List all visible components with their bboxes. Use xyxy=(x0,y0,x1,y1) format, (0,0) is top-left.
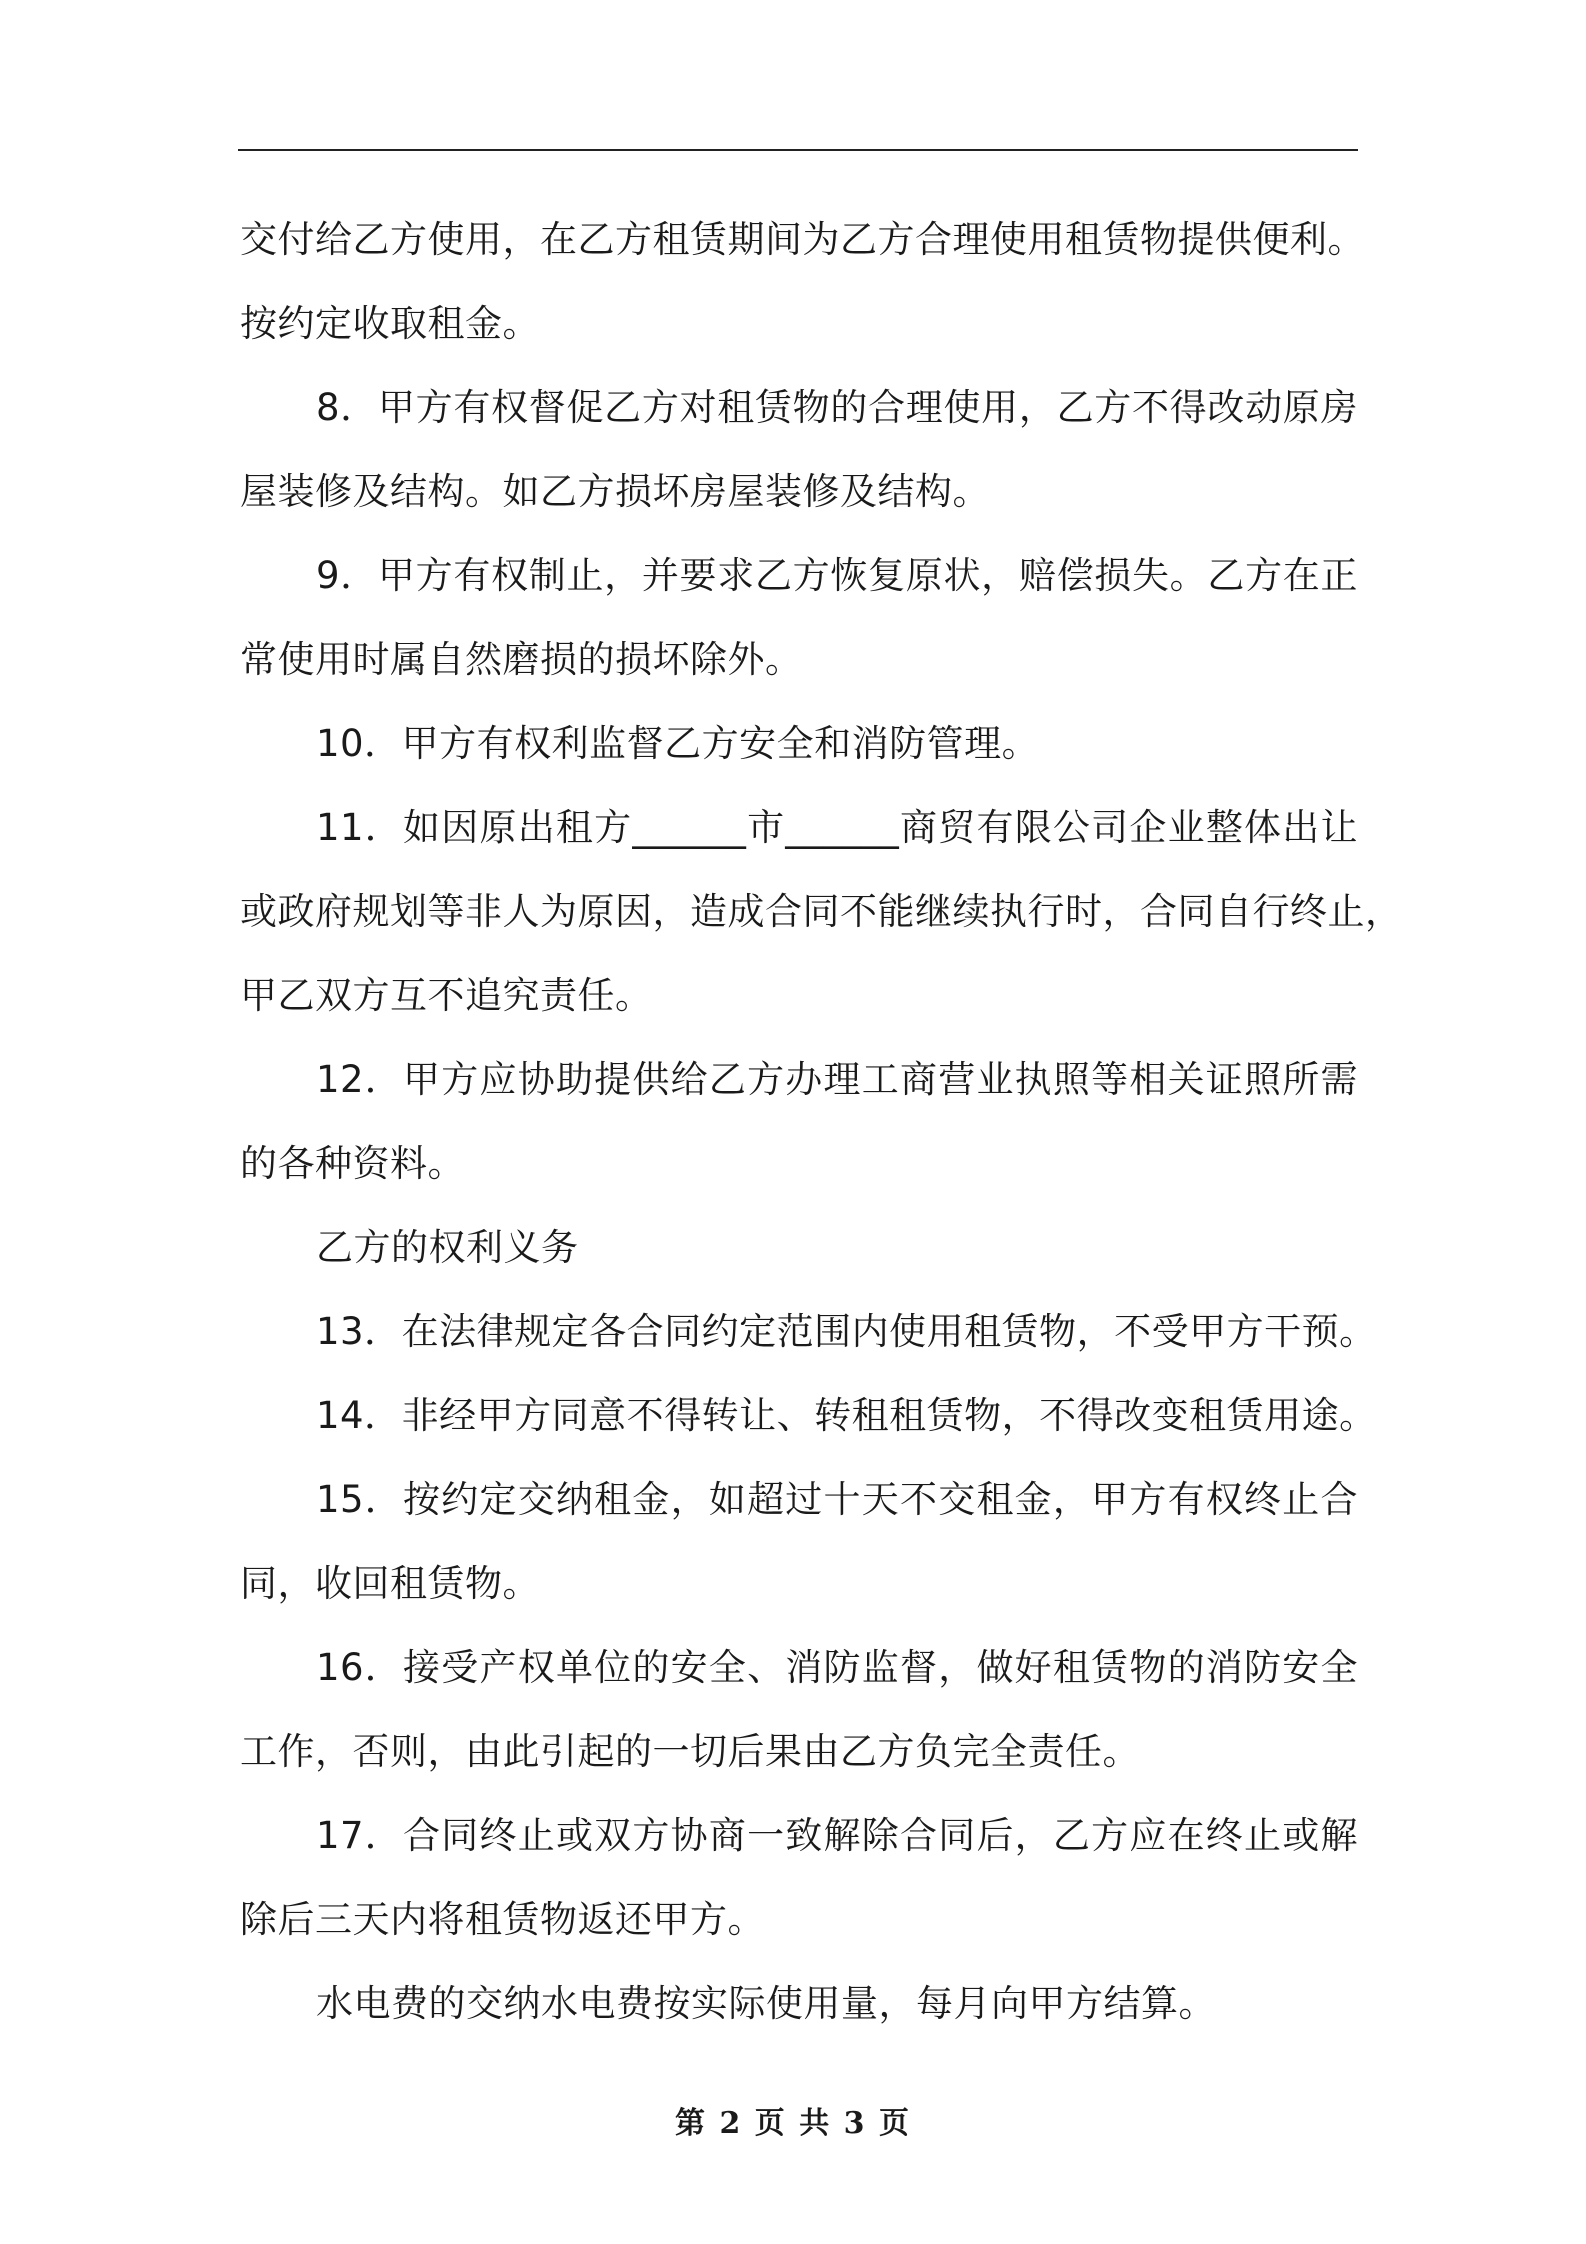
paragraph-line: 同，收回租赁物。 xyxy=(240,1562,540,1605)
document-body xyxy=(240,198,1403,2046)
clause-15-line: 15．按约定交纳租金，如超过十天不交租金，甲方有权终止合 xyxy=(316,1478,1358,1521)
section-heading: 乙方的权利义务 xyxy=(316,1226,579,1269)
header-rule xyxy=(238,149,1358,151)
paragraph-line: 工作，否则，由此引起的一切后果由乙方负完全责任。 xyxy=(240,1730,1140,1773)
paragraph-line: 常使用时属自然磨损的损坏除外。 xyxy=(240,638,803,681)
paragraph-line: 除后三天内将租赁物返还甲方。 xyxy=(240,1898,765,1941)
paragraph-line: 屋装修及结构。如乙方损坏房屋装修及结构。 xyxy=(240,470,990,513)
paragraph-line: 按约定收取租金。 xyxy=(240,302,540,345)
paragraph-line: 的各种资料。 xyxy=(240,1142,465,1185)
clause-11-line: 11．如因原出租方______市______商贸有限公司企业整体出让 xyxy=(316,806,1358,849)
paragraph-line: 交付给乙方使用，在乙方租赁期间为乙方合理使用租赁物提供便利。 xyxy=(240,218,1365,261)
clause-8-line: 8．甲方有权督促乙方对租赁物的合理使用，乙方不得改动原房 xyxy=(316,386,1358,429)
clause-17-line: 17．合同终止或双方协商一致解除合同后，乙方应在终止或解 xyxy=(316,1814,1358,1857)
clause-9-line: 9．甲方有权制止，并要求乙方恢复原状，赔偿损失。乙方在正 xyxy=(316,554,1358,597)
paragraph-line: 或政府规划等非人为原因，造成合同不能继续执行时，合同自行终止， xyxy=(240,890,1403,933)
page-number: 第 2 页 共 3 页 xyxy=(675,2106,911,2141)
clause-10-line: 10．甲方有权利监督乙方安全和消防管理。 xyxy=(316,722,1040,765)
clause-14-line: 14．非经甲方同意不得转让、转租租赁物，不得改变租赁用途。 xyxy=(316,1394,1377,1437)
utilities-line: 水电费的交纳水电费按实际使用量，每月向甲方结算。 xyxy=(316,1982,1216,2025)
clause-16-line: 16．接受产权单位的安全、消防监督，做好租赁物的消防安全 xyxy=(316,1646,1358,1689)
clause-13-line: 13．在法律规定各合同约定范围内使用租赁物，不受甲方干预。 xyxy=(316,1310,1377,1353)
paragraph-line: 甲乙双方互不追究责任。 xyxy=(240,974,653,1017)
clause-12-line: 12．甲方应协助提供给乙方办理工商营业执照等相关证照所需 xyxy=(316,1058,1358,1101)
